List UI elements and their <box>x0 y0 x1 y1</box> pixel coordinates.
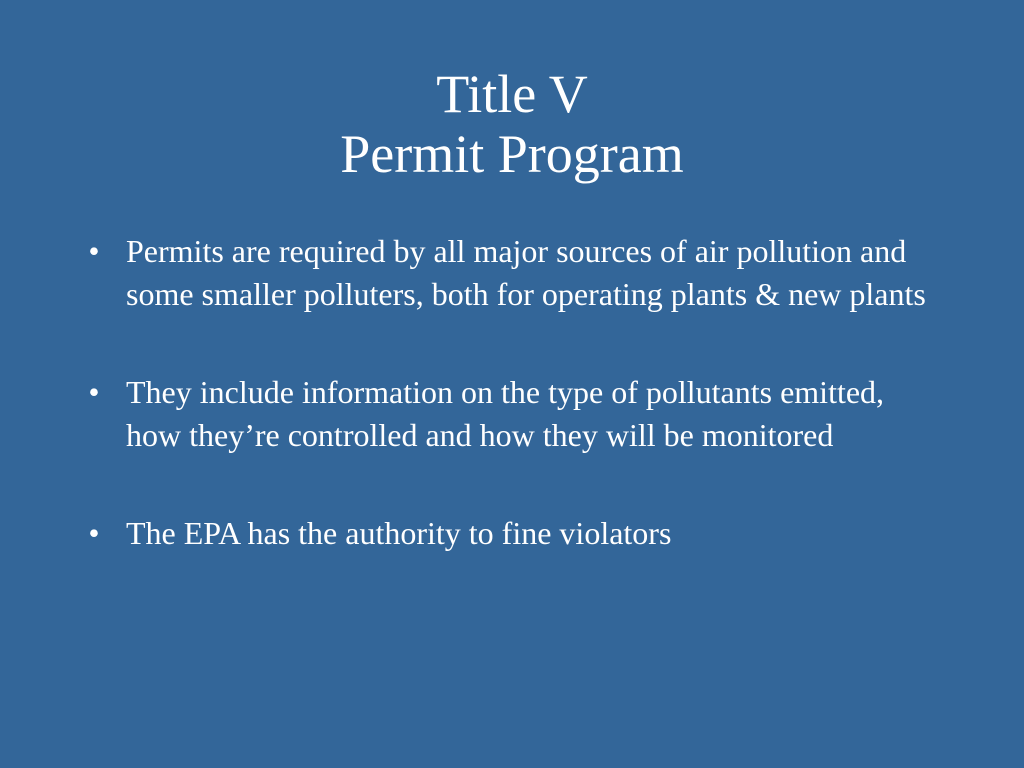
bullet-item <box>84 512 944 555</box>
bullet-item <box>84 230 944 316</box>
slide-title-line-1: Title V <box>436 64 588 124</box>
slide-title-line-2: Permit Program <box>340 124 684 184</box>
bullet-icon: • <box>88 233 100 269</box>
bullet-icon: • <box>88 374 100 410</box>
slide-title <box>0 64 1024 184</box>
bullet-item <box>84 371 944 457</box>
bullet-icon: • <box>88 515 100 551</box>
bullet-text: Permits are required by all major sources of air pollution and some smaller polluters, both for operating plants & new plants <box>126 233 926 312</box>
bullet-text: The EPA has the authority to fine violators <box>126 515 672 551</box>
bullet-text: They include information on the type of pollutants emitted, how they’re controlled and how they will be monitored <box>126 374 885 453</box>
bullet-list <box>84 230 944 610</box>
